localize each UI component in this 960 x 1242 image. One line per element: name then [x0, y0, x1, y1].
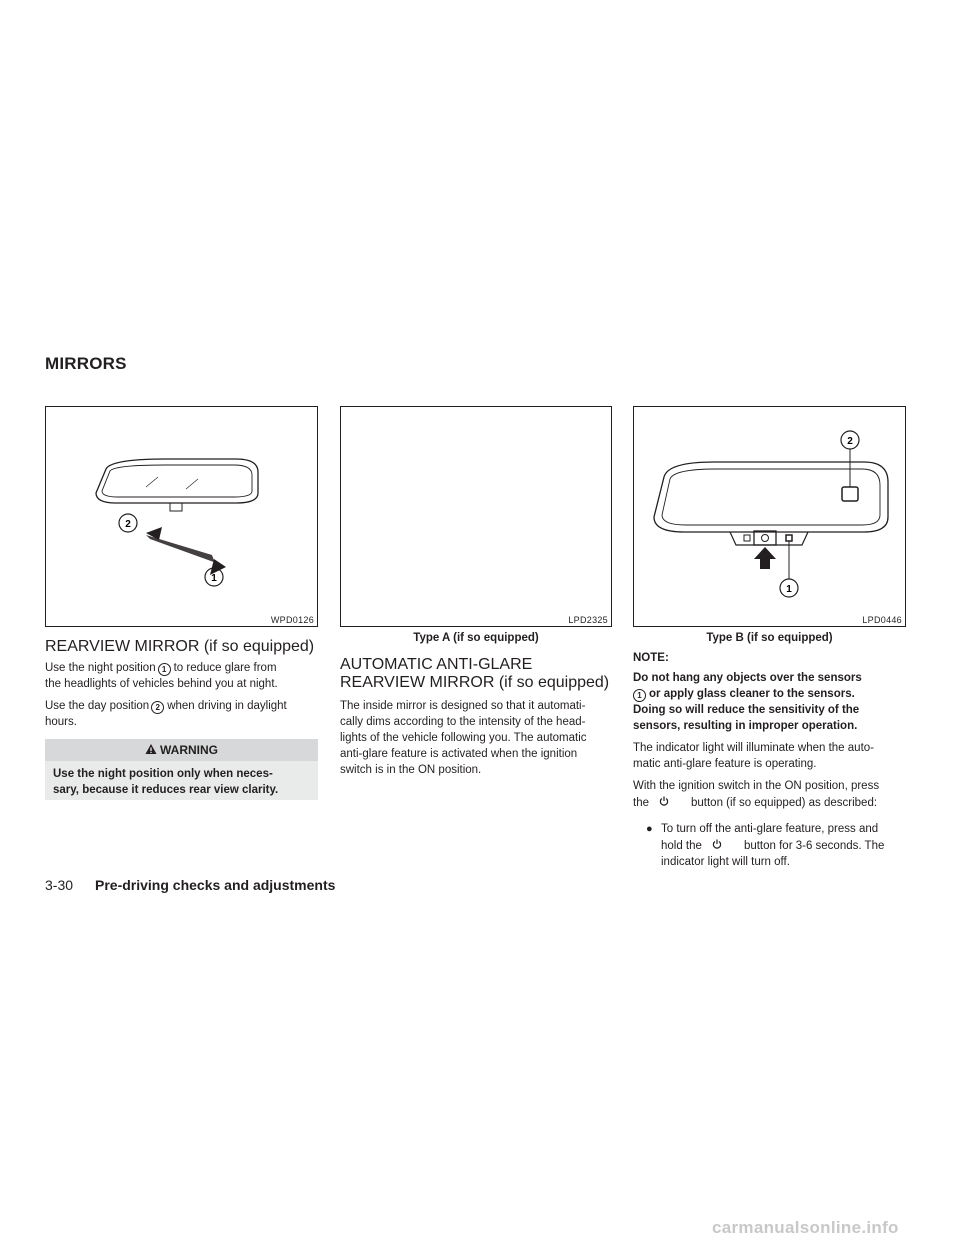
paragraph-line: The inside mirror is designed so that it automati-	[340, 700, 586, 712]
number-icon: 1	[633, 689, 646, 702]
section-heading: REARVIEW MIRROR (if so equipped)	[340, 674, 610, 691]
warning-text: Use the night position only when neces- sary, because it reduces rear view clarity.	[45, 761, 318, 800]
footer-title: Pre-driving checks and adjustments	[95, 877, 336, 893]
figure-caption: Type A (if so equipped)	[413, 632, 539, 644]
figure-caption: Type B (if so equipped)	[706, 632, 833, 644]
bullet-line: hold the button for 3-6 seconds. The	[661, 840, 885, 852]
callout-2: 2	[847, 436, 853, 447]
note-line: Doing so will reduce the sensitivity of the	[633, 704, 860, 716]
rearview-mirror-illustration	[46, 407, 319, 628]
power-icon	[659, 796, 669, 806]
callout-2: 2	[125, 519, 131, 530]
paragraph-line: cally dims according to the intensity of the head-	[340, 716, 586, 728]
note-line: 1 or apply glass cleaner to the sensors.	[633, 686, 855, 702]
warning-icon	[145, 743, 157, 755]
paragraph: Use the day position 2 when driving in daylight	[45, 700, 287, 712]
bullet-line: indicator light will turn off.	[661, 856, 790, 868]
figure-code: LPD2325	[568, 615, 608, 625]
note-line: Do not hang any objects over the sensors	[633, 672, 862, 684]
section-heading: AUTOMATIC ANTI-GLARE	[340, 656, 533, 673]
bullet-line: To turn off the anti-glare feature, press and	[661, 823, 879, 835]
paragraph-line: matic anti-glare feature is operating.	[633, 758, 817, 770]
figure-rearview-mirror	[45, 406, 318, 627]
watermark: carmanualsonline.info	[712, 1218, 899, 1237]
paragraph: Use the night position 1 to reduce glare from	[45, 662, 277, 674]
callout-1: 1	[211, 573, 217, 584]
paragraph-line: anti-glare feature is activated when the ignition	[340, 748, 578, 760]
note-line: sensors, resulting in improper operation.	[633, 720, 858, 732]
page-number: 3-30	[45, 877, 74, 893]
bullet-icon: ●	[646, 823, 653, 835]
figure-type-a	[340, 406, 612, 627]
figure-type-b	[633, 406, 906, 627]
section-heading: REARVIEW MIRROR (if so equipped)	[45, 638, 315, 655]
callout-1: 1	[786, 584, 792, 595]
paragraph-line: hours.	[45, 716, 77, 728]
paragraph-line: the headlights of vehicles behind you at night.	[45, 678, 278, 690]
number-icon: 2	[151, 701, 164, 714]
paragraph-line: The indicator light will illuminate when the auto-	[633, 742, 874, 754]
note-label: NOTE:	[633, 652, 669, 664]
paragraph: the button (if so equipped) as described:	[633, 797, 878, 809]
figure-code: LPD0446	[862, 615, 902, 625]
anti-glare-mirror-illustration	[634, 407, 907, 628]
paragraph-line: switch is in the ON position.	[340, 764, 482, 776]
section-title: MIRRORS	[45, 354, 127, 373]
paragraph-line: lights of the vehicle following you. The automatic	[340, 732, 587, 744]
number-icon: 1	[158, 663, 171, 676]
paragraph-line: With the ignition switch in the ON position, press	[633, 780, 880, 792]
figure-code: WPD0126	[270, 615, 314, 625]
warning-header: WARNING	[45, 739, 318, 761]
power-icon	[712, 839, 722, 849]
